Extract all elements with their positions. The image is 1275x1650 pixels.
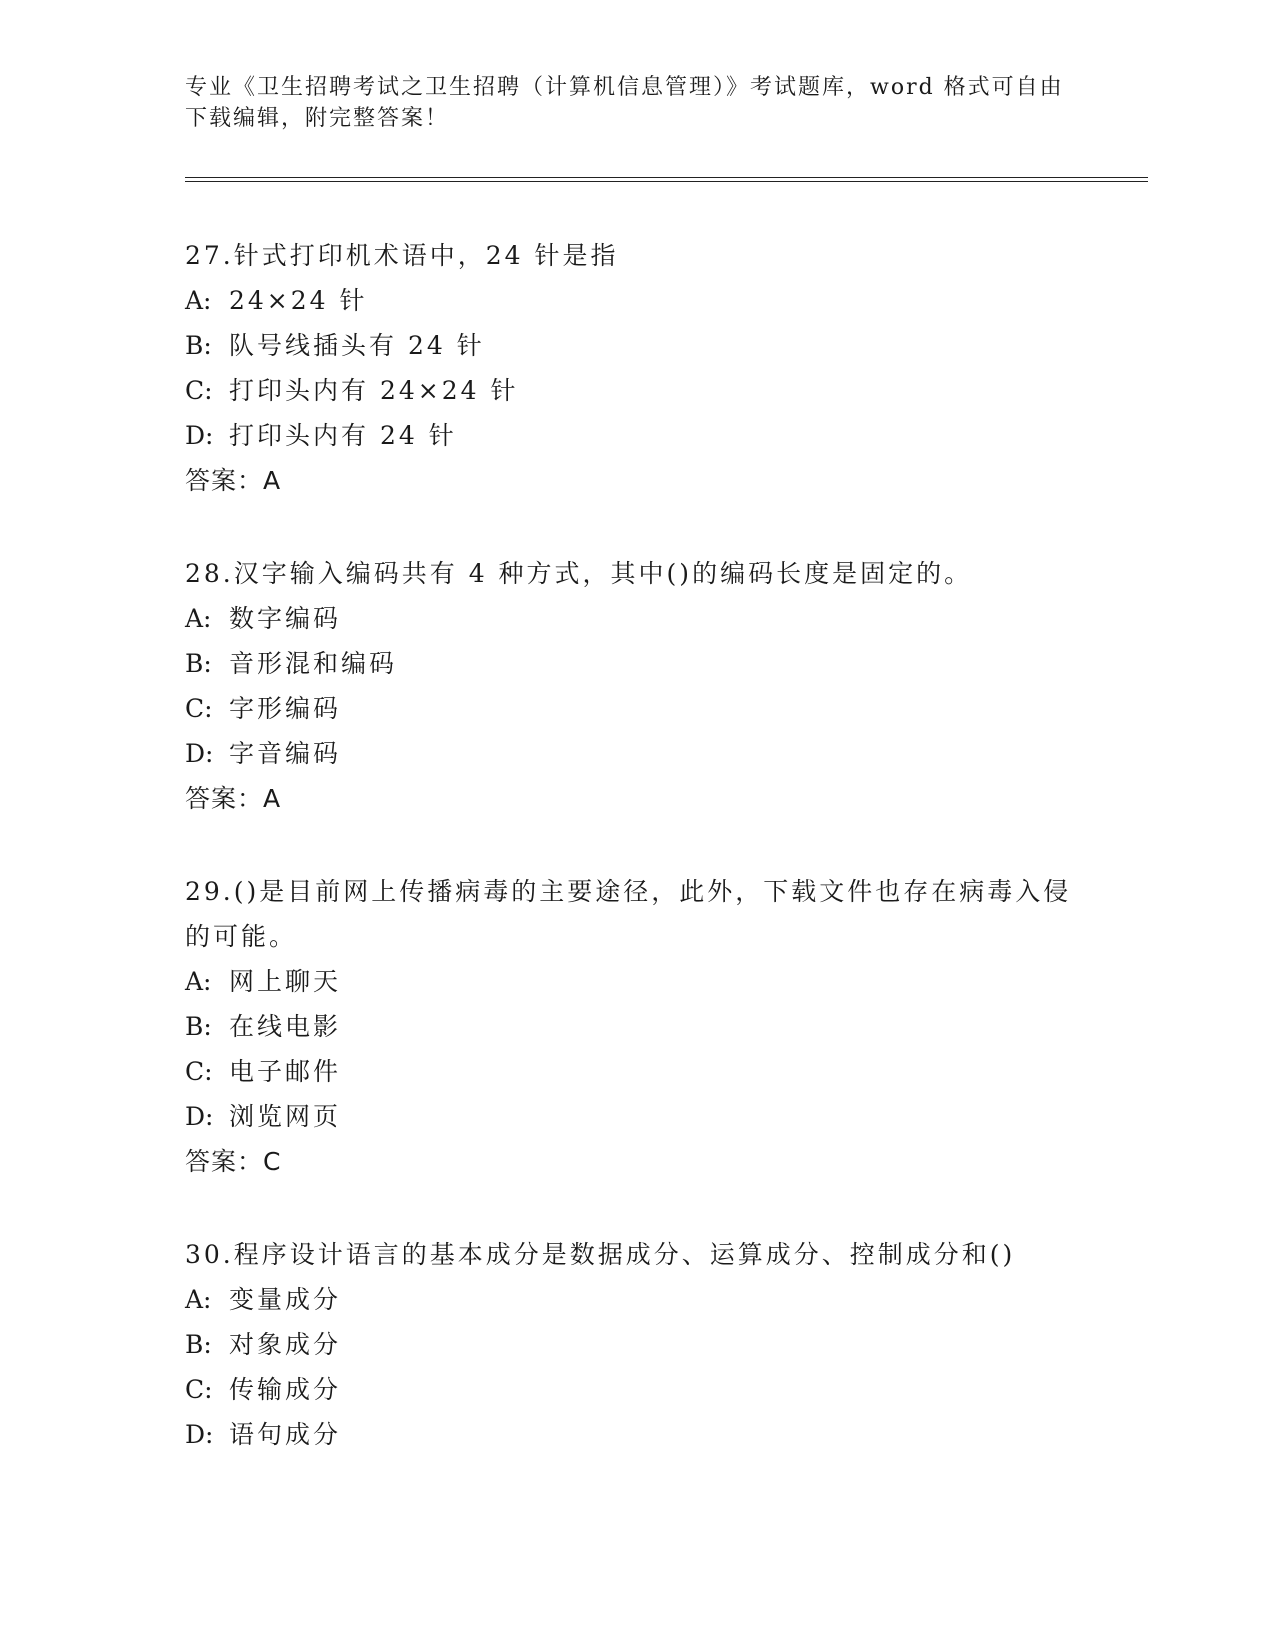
option-letter: D: — [185, 1420, 214, 1449]
option-letter: D: — [185, 1102, 214, 1131]
option-a — [185, 1277, 1085, 1322]
option-c — [185, 368, 1085, 413]
option-d — [185, 1412, 1085, 1457]
option-letter: A: — [185, 1285, 212, 1314]
option-b — [185, 323, 1085, 368]
question-27 — [185, 233, 1085, 503]
answer-line — [185, 1139, 1085, 1184]
answer-label: 答案： — [185, 784, 264, 813]
option-text: 语句成分 — [229, 1420, 342, 1449]
option-a — [185, 596, 1085, 641]
option-text: 字形编码 — [229, 694, 342, 723]
answer-value: C — [263, 1147, 282, 1176]
option-text: 网上聊天 — [229, 967, 342, 996]
option-letter: C: — [185, 694, 213, 723]
option-letter: C: — [185, 376, 213, 405]
option-letter: A: — [185, 286, 212, 315]
answer-label: 答案： — [185, 1147, 264, 1176]
option-text: 传输成分 — [229, 1375, 342, 1404]
option-text: 数字编码 — [229, 604, 342, 633]
option-letter: D: — [185, 739, 214, 768]
option-b — [185, 641, 1085, 686]
option-d — [185, 1094, 1085, 1139]
option-c — [185, 1049, 1085, 1094]
option-d — [185, 731, 1085, 776]
option-text: 打印头内有 24×24 针 — [229, 376, 519, 405]
option-d — [185, 413, 1085, 458]
question-stem: 29.()是目前网上传播病毒的主要途径，此外，下载文件也存在病毒入侵的可能。 — [185, 877, 1072, 951]
question-29 — [185, 869, 1085, 1184]
answer-line — [185, 776, 1085, 821]
answer-value: A — [263, 784, 282, 813]
option-b — [185, 1322, 1085, 1367]
option-text: 浏览网页 — [229, 1102, 342, 1131]
option-text: 字音编码 — [229, 739, 342, 768]
question-stem: 28.汉字输入编码共有 4 种方式，其中()的编码长度是固定的。 — [185, 559, 973, 588]
option-text: 对象成分 — [229, 1330, 342, 1359]
option-b — [185, 1004, 1085, 1049]
option-letter: B: — [185, 649, 212, 678]
answer-line — [185, 458, 1085, 503]
option-letter: C: — [185, 1057, 213, 1086]
option-letter: D: — [185, 421, 214, 450]
option-text: 队号线插头有 24 针 — [229, 331, 485, 360]
option-letter: B: — [185, 331, 212, 360]
option-letter: A: — [185, 604, 212, 633]
option-letter: B: — [185, 1012, 212, 1041]
header-divider-bottom — [185, 181, 1148, 182]
option-text: 24×24 针 — [229, 286, 368, 315]
question-stem: 27.针式打印机术语中，24 针是指 — [185, 241, 619, 270]
option-text: 变量成分 — [229, 1285, 342, 1314]
option-text: 电子邮件 — [229, 1057, 342, 1086]
option-c — [185, 1367, 1085, 1412]
option-text: 音形混和编码 — [229, 649, 398, 678]
document-header: 专业《卫生招聘考试之卫生招聘（计算机信息管理）》考试题库，word 格式可自由下载编辑，附完整答案！ — [185, 75, 1064, 131]
option-letter: C: — [185, 1375, 213, 1404]
option-text: 在线电影 — [229, 1012, 342, 1041]
question-stem: 30.程序设计语言的基本成分是数据成分、运算成分、控制成分和() — [185, 1240, 1016, 1269]
option-a — [185, 959, 1085, 1004]
option-a — [185, 278, 1085, 323]
answer-value: A — [263, 466, 282, 495]
option-letter: B: — [185, 1330, 212, 1359]
option-c — [185, 686, 1085, 731]
question-28 — [185, 551, 1085, 821]
question-30 — [185, 1232, 1085, 1457]
answer-label: 答案： — [185, 466, 264, 495]
option-text: 打印头内有 24 针 — [229, 421, 457, 450]
option-letter: A: — [185, 967, 212, 996]
header-divider-top — [185, 177, 1148, 178]
